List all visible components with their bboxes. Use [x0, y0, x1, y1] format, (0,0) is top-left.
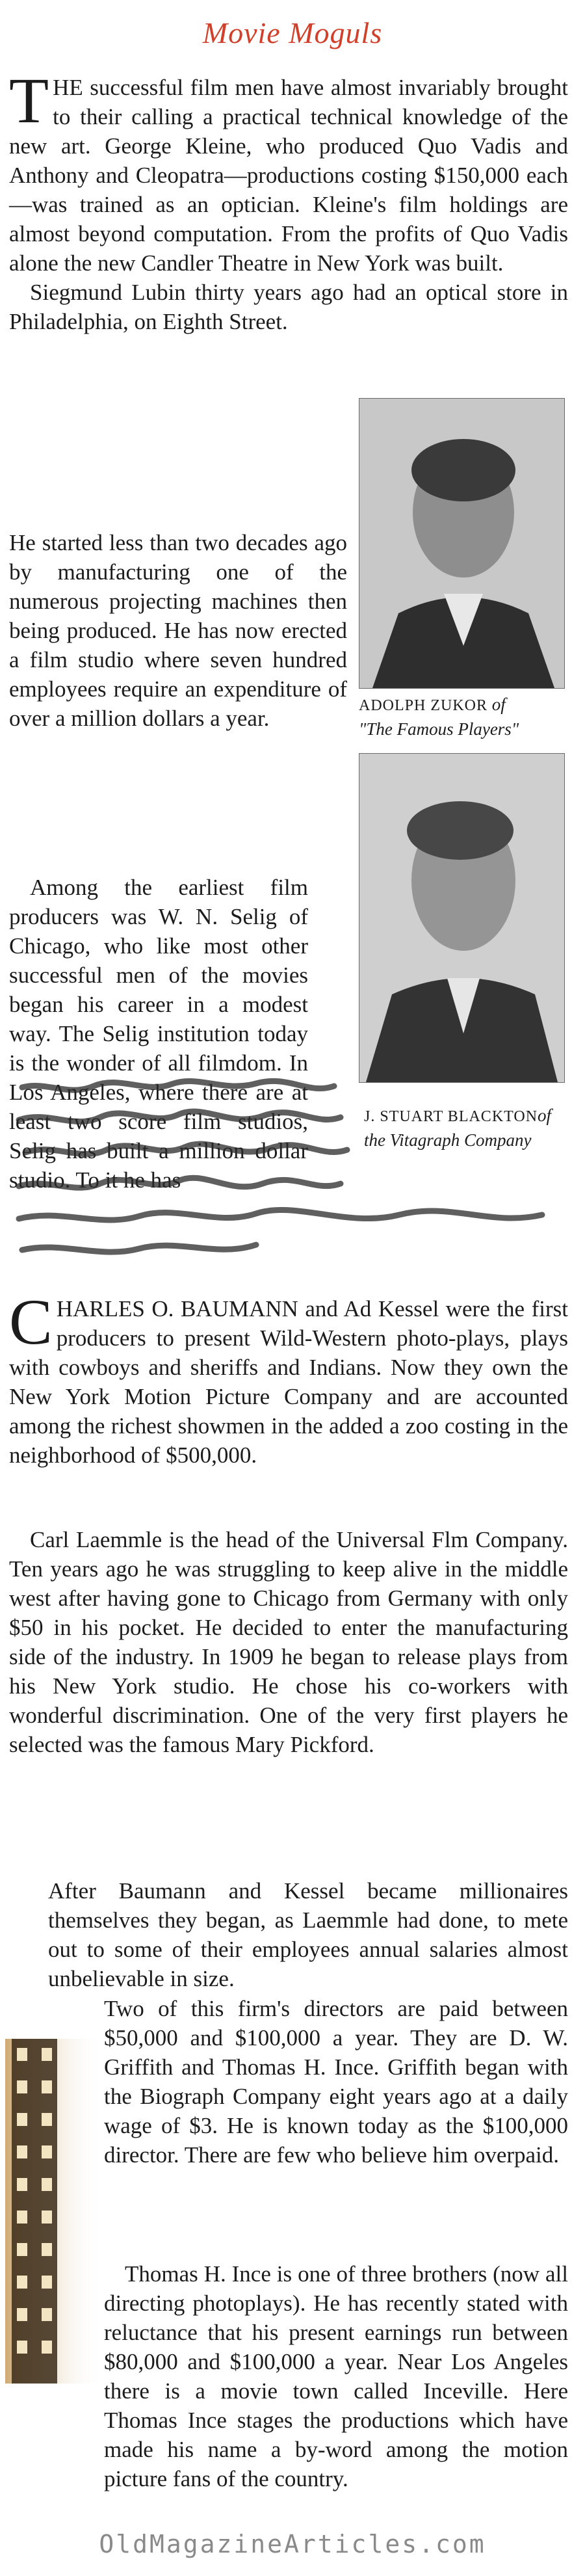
drop-cap: C: [9, 1286, 53, 1358]
photo-stuart-blackton: [359, 753, 565, 1083]
paragraph-text: HARLES O. BAUMANN and Ad Kessel were the first producers to present Wild-Western photo-plays, plays with cowboys and sheriffs and Indians. Now they own the New York Motion Picture Company and are accounted among the richest showmen in the added a zoo costing in the neighborhood of $500,000.: [9, 1296, 568, 1468]
paragraph-text: After Baumann and Kessel became millionaires themselves they began, as Laemmle had done, to mete out to some of their employees annual salaries almost unbelievable in size.: [48, 1878, 568, 1991]
photo-adolph-zukor: [359, 398, 565, 689]
paragraph-text: HE successful film men have almost invariably brought to their calling a practical technical knowledge of the new art. George Kleine, who produced Quo Vadis and Anthony and Cleopatra—productions costing $150,000 each—was trained as an optician. Kleine's film holdings are almost beyond computation. From the profits of Quo Vadis alone the new Candler Theatre in New York was built.: [9, 75, 568, 276]
portrait-image: [359, 754, 564, 1082]
paragraph-laemmle: [9, 1525, 568, 1759]
paragraph-text: Two of this firm's directors are paid between $50,000 and $100,000 a year. They are D. W. Griffith and Thomas H. Ince. Griffith began with the Biograph Company eight years ago at a daily wage of $3. He is known today as the $100,000 director. There are few who believe him overpaid.: [104, 1996, 568, 2168]
paragraph-kleine: [9, 64, 568, 336]
paragraph-lubin-intro: Siegmund Lubin thirty years ago had an optical store in Philadelphia, on Eighth Street.: [9, 280, 568, 334]
paragraph-text: Among the earliest film producers was W. N. Selig of Chicago, who like most other successful men of the movies began his career in a modest way. The Selig institution today is the wonder of all filmdom. In Los Angeles, where there are at least two score film studios, Selig has built a million dollar studio. To it he has: [9, 875, 308, 1193]
illegible-smeared-text: [9, 1074, 562, 1269]
paragraph-griffith: [104, 1994, 568, 2170]
caption-name: J. STUART BLACKTON: [364, 1108, 538, 1125]
caption-of: of: [538, 1106, 552, 1125]
paragraph-text: He started less than two decades ago by manufacturing one of the numerous projecting machines then being produced. He has now erected a film studio where seven hundred employees require an expenditure of over a million dollars a year.: [9, 530, 347, 731]
paragraph-text: Thomas H. Ince is one of three brothers (now all directing photoplays). He has recently stated with reluctance that his present earnings run between $80,000 and $100,000 a year. Near Los Angeles there is a movie town called Inceville. Here Thomas Ince stages the productions which have made his name a by-word among the motion picture fans of the country.: [104, 2261, 568, 2491]
film-strip-graphic: [5, 1951, 103, 2471]
paragraph-ince: [104, 2259, 568, 2493]
caption-adolph-zukor: [359, 693, 577, 741]
paragraph-text: Carl Laemmle is the head of the Universal Flm Company. Ten years ago he was struggling to keep alive in the middle west after having gone to Chicago from Germany with only $50 in his pocket. He decided to enter the manufacturing side of the industry. In 1909 he began to release plays from his New York studio. He chose his co-workers with wonderful discrimination. One of the very first players he selected was the famous Mary Pickford.: [9, 1527, 568, 1757]
paragraph-lubin: [9, 528, 347, 733]
caption-of: of: [491, 695, 506, 714]
drop-cap: T: [9, 64, 49, 137]
caption-company: "The Famous Players": [359, 719, 519, 739]
caption-name: ADOLPH ZUKOR: [359, 697, 488, 714]
caption-company: the Vitagraph Company: [364, 1130, 532, 1150]
paragraph-baumann: [9, 1286, 568, 1470]
footer-site-watermark: OldMagazineArticles.com: [99, 2530, 486, 2558]
portrait-image: [359, 399, 564, 688]
article-title: Movie Moguls: [202, 16, 383, 49]
